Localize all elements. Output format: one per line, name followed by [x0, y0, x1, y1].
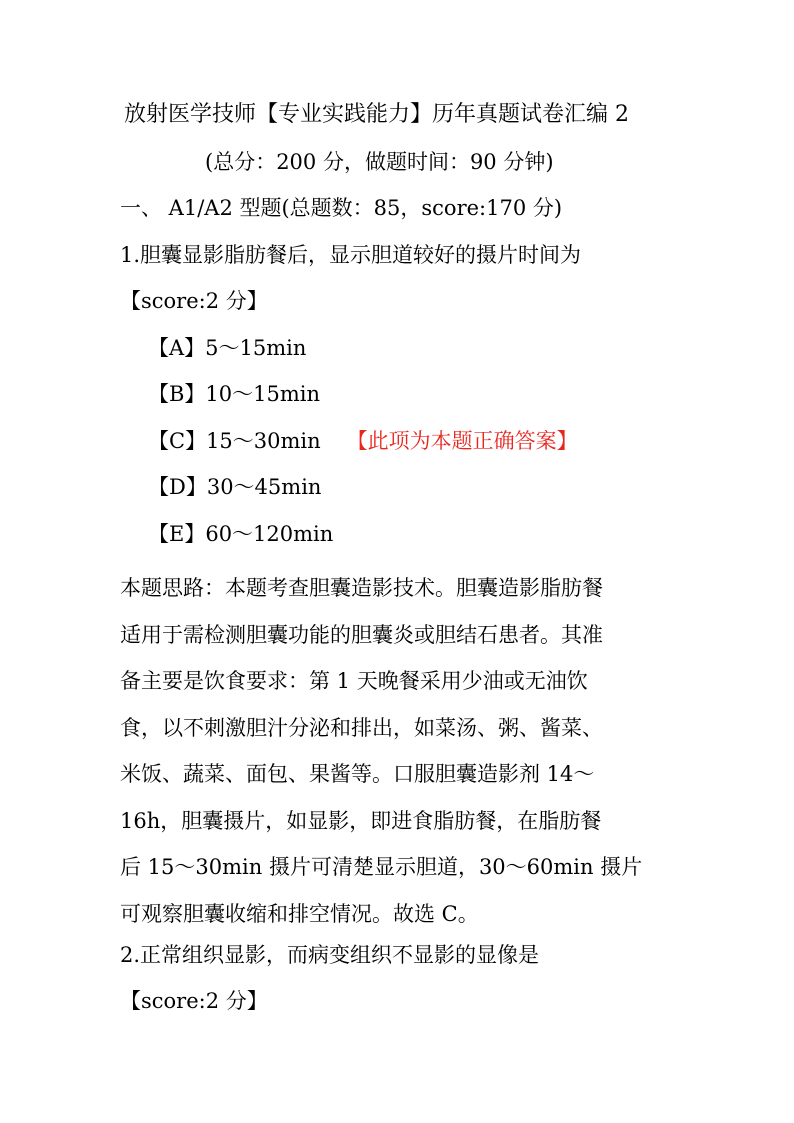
question-1-score: 【score:2 分】 [120, 289, 268, 313]
option-a-label: 【A】5～15min [148, 336, 307, 360]
question-1-text: 1.胆囊显影脂肪餐后，显示胆道较好的摄片时间为 [120, 243, 582, 267]
option-a [148, 333, 306, 363]
question-1-explanation [120, 565, 680, 937]
question-2-score: 【score:2 分】 [120, 989, 268, 1013]
explanation-line: 可观察胆囊收缩和排空情况。故选 C。 [120, 901, 479, 926]
explanation-line: 本题思路：本题考查胆囊造影技术。胆囊造影脂肪餐 [120, 576, 603, 600]
explanation-line: 适用于需检测胆囊功能的胆囊炎或胆结石患者。其准 [120, 622, 603, 647]
question-2-text: 2.正常组织显影，而病变组织不显影的显像是 [120, 943, 540, 967]
option-e-label: 【E】60～120min [148, 522, 334, 546]
option-c [148, 426, 578, 456]
option-e [148, 519, 333, 549]
option-c-label: 【C】15～30min [148, 429, 321, 453]
section-heading: 一、 A1/A2 型题(总题数：85，score:170 分) [120, 196, 563, 220]
option-d-label: 【D】30～45min [148, 475, 322, 499]
option-d [148, 472, 321, 502]
correct-answer-marker: 【此项为本题正确答案】 [346, 429, 578, 453]
explanation-line: 后 15～30min 摄片可清楚显示胆道，30～60min 摄片 [120, 855, 643, 879]
explanation-line: 米饭、蔬菜、面包、果酱等。口服胆囊造影剂 14～ [120, 762, 595, 786]
explanation-line: 16h，胆囊摄片，如显影，即进食脂肪餐，在脂肪餐 [120, 808, 602, 833]
option-b [148, 379, 320, 409]
option-b-label: 【B】10～15min [148, 382, 321, 406]
page-title: 放射医学技师【专业实践能力】历年真题试卷汇编 2 [124, 102, 629, 127]
explanation-line: 食，以不刺激胆汁分泌和排出，如菜汤、粥、酱菜、 [120, 715, 603, 740]
exam-info: (总分：200 分，做题时间：90 分钟) [205, 150, 554, 174]
explanation-line: 备主要是饮食要求：第 1 天晚餐采用少油或无油饮 [120, 669, 588, 693]
